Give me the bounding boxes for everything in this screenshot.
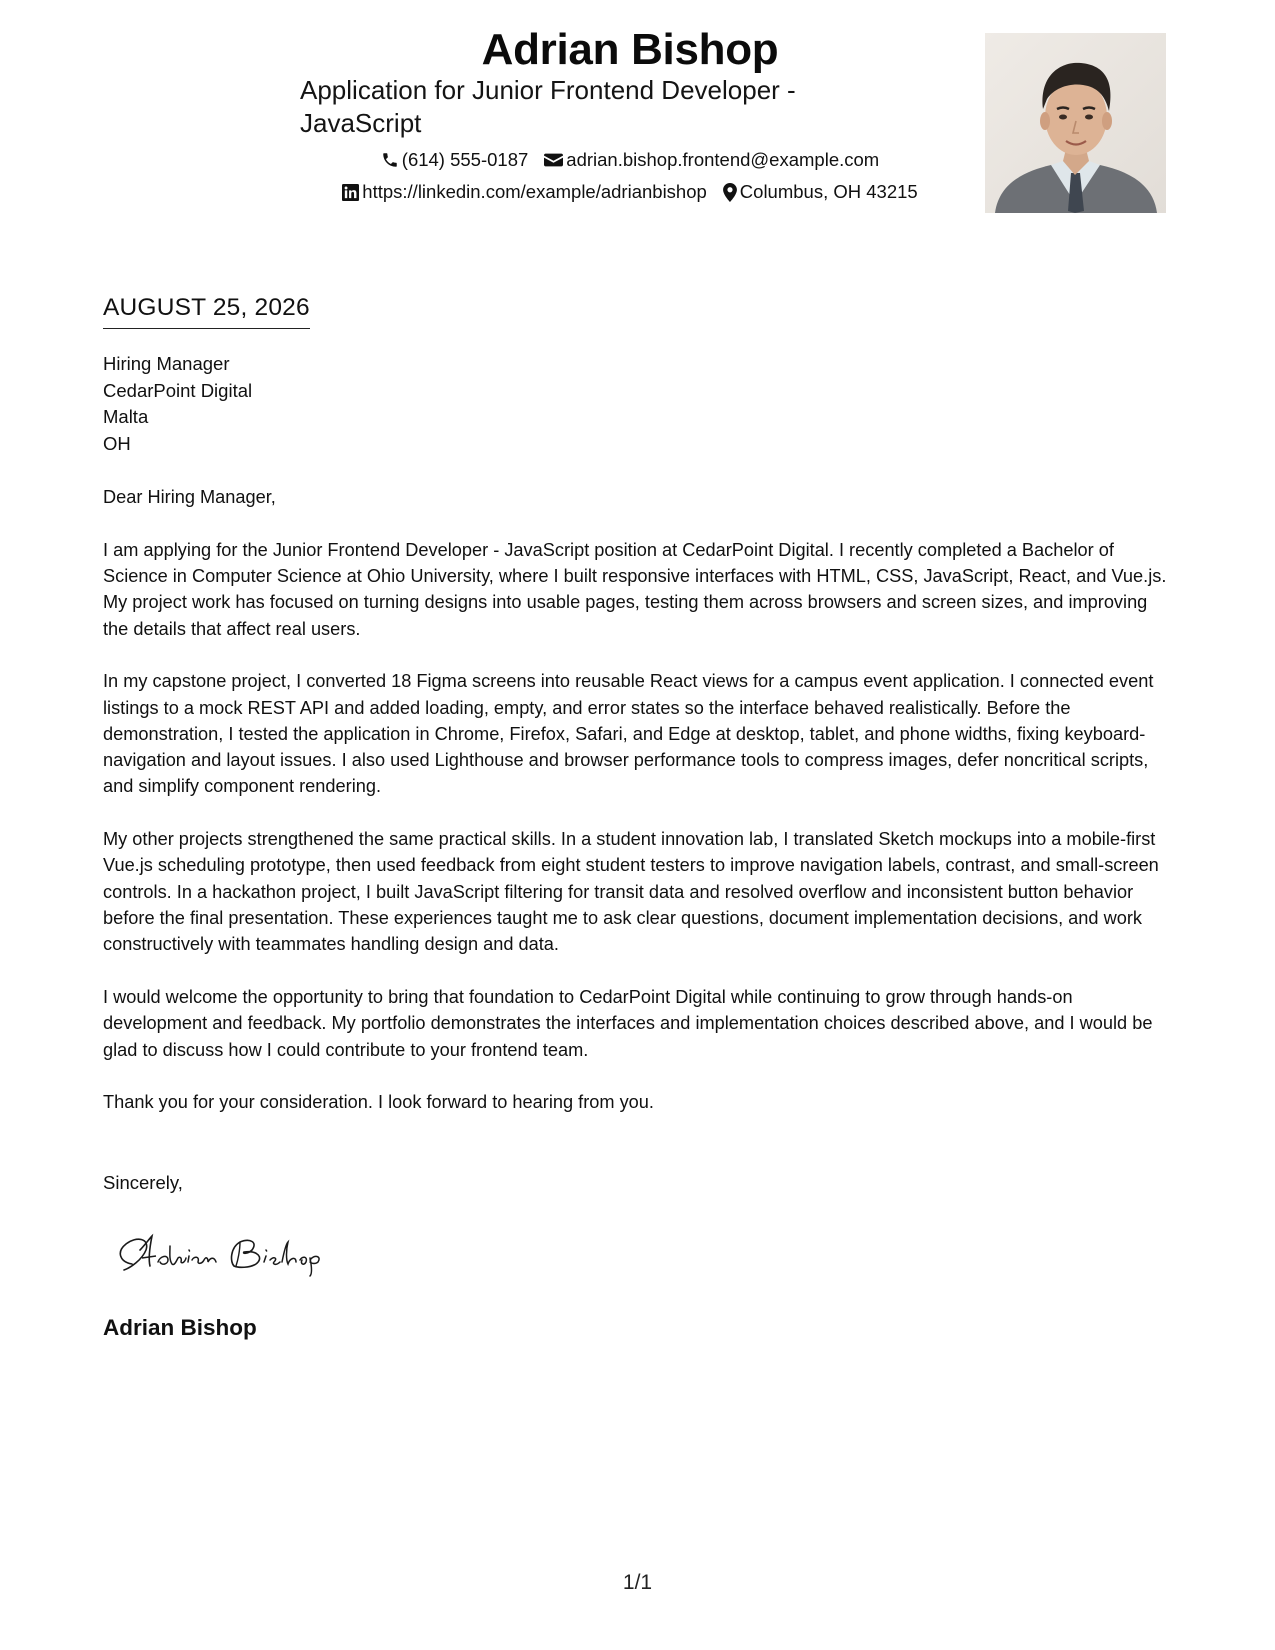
closing: Sincerely, — [103, 1172, 183, 1193]
profile-photo — [985, 33, 1166, 213]
contact-phone — [381, 148, 529, 172]
page-number: 1/1 — [622, 1571, 653, 1594]
contact-row-primary — [290, 148, 970, 172]
recipient-title: Hiring Manager — [103, 353, 230, 374]
handwritten-signature — [112, 1228, 352, 1278]
body-paragraph: Thank you for your consideration. I look forward to hearing from you. — [103, 1092, 654, 1113]
body-paragraph: I would welcome the opportunity to bring that foundation to CedarPoint Digital while continuing to grow through hands-on development and feedback. My portfolio demonstrates the interfaces and implementation choices described above, and I would be glad to discuss how I could contribute to your frontend team. — [103, 987, 1153, 1060]
phone-icon — [381, 151, 399, 169]
recipient-state: OH — [103, 432, 131, 454]
linkedin-icon — [342, 184, 359, 201]
contact-location — [723, 180, 918, 204]
letter-body — [103, 484, 1175, 1142]
applicant-name: Adrian Bishop — [481, 25, 779, 74]
contact-linkedin[interactable] — [342, 180, 707, 204]
body-paragraph: My other projects strengthened the same practical skills. In a student innovation lab, I translated Sketch mockups into a mobile-first Vue.js scheduling prototype, then used feedback from eight student testers to improve navigation labels, contrast, and small-screen controls. In a hackathon project, I built JavaScript filtering for transit data and resolved overflow and inconsistent button behavior before the final presentation. These experiences taught me to ask clear questions, document implementation decisions, and work constructively with teammates handling design and data. — [103, 829, 1159, 955]
location-text: Columbus, OH 43215 — [739, 181, 918, 202]
recipient-city: Malta — [103, 406, 149, 427]
email-text[interactable]: adrian.bishop.frontend@example.com — [566, 149, 880, 170]
signer-name: Adrian Bishop — [103, 1315, 257, 1340]
body-paragraph: In my capstone project, I converted 18 Figma screens into reusable React views for a campus event application. I connected event listings to a mock REST API and added loading, empty, and error states so the interface behaved realistically. Before the demonstration, I tested the application in Chrome, Firefox, Safari, and Edge at desktop, tablet, and phone widths, fixing keyboard-navigation and layout issues. I also used Lighthouse and browser performance tools to compress images, defer noncritical scripts, and simplify component rendering. — [103, 671, 1154, 797]
phone-text: (614) 555-0187 — [401, 149, 529, 170]
map-pin-icon — [723, 183, 737, 202]
letter-date: AUGUST 25, 2026 — [103, 293, 310, 329]
contact-row-secondary — [290, 180, 970, 204]
contact-email[interactable] — [544, 148, 879, 172]
application-subtitle: Application for Junior Frontend Developer - JavaScript — [300, 75, 796, 138]
salutation: Dear Hiring Manager, — [103, 487, 276, 507]
recipient-block — [103, 351, 252, 457]
body-paragraph: I am applying for the Junior Frontend Developer - JavaScript position at CedarPoint Digital. I recently completed a Bachelor of Science in Computer Science at Ohio University, where I built responsive interfaces with HTML, CSS, JavaScript, React, and Vue.js. My project work has focused on turning designs into usable pages, testing them across browsers and screen sizes, and improving the details that affect real users. — [103, 539, 1167, 639]
envelope-icon — [544, 152, 563, 168]
recipient-company: CedarPoint Digital — [103, 379, 253, 401]
linkedin-text[interactable]: https://linkedin.com/example/adrianbishop — [362, 181, 707, 202]
